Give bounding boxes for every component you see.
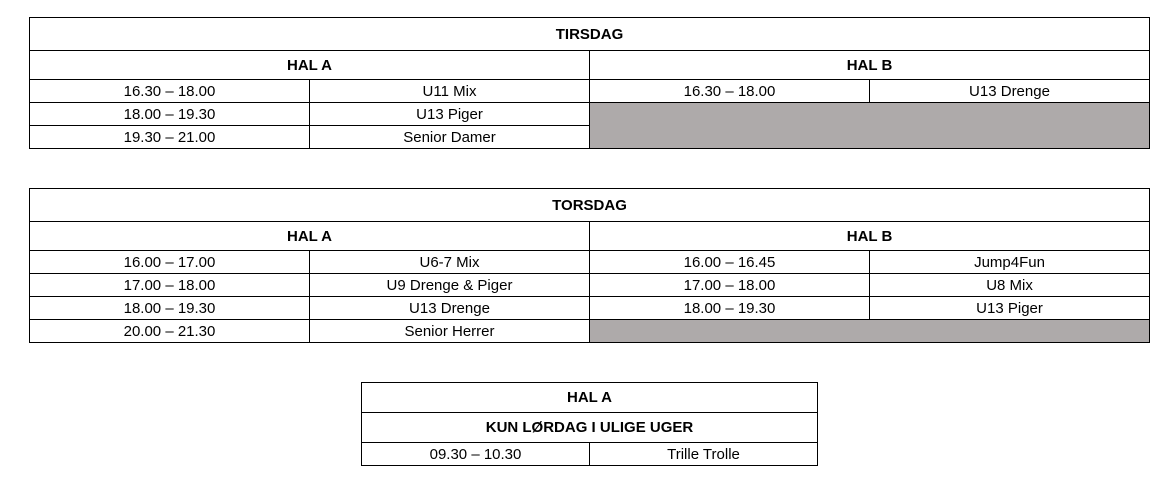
time-cell: 16.30 – 18.00 (30, 80, 310, 103)
team-cell: U13 Drenge (310, 297, 590, 320)
torsdag-schedule-table (29, 188, 1150, 343)
hall-b-heading: HAL B (590, 51, 1150, 80)
team-cell: Trille Trolle (590, 443, 818, 466)
team-cell: Senior Herrer (310, 320, 590, 343)
team-cell: U11 Mix (310, 80, 590, 103)
time-cell: 18.00 – 19.30 (590, 297, 870, 320)
table-row (30, 297, 1150, 320)
time-cell: 17.00 – 18.00 (30, 274, 310, 297)
table-row (30, 251, 1150, 274)
tirsdag-schedule-table (29, 17, 1150, 149)
day-heading-tirsdag: TIRSDAG (30, 18, 1150, 51)
team-cell: U6-7 Mix (310, 251, 590, 274)
hall-a-heading: HAL A (30, 222, 590, 251)
table-row (30, 80, 1150, 103)
time-cell: 09.30 – 10.30 (362, 443, 590, 466)
time-cell: 16.00 – 16.45 (590, 251, 870, 274)
time-cell: 20.00 – 21.30 (30, 320, 310, 343)
team-cell: U9 Drenge & Piger (310, 274, 590, 297)
day-heading-torsdag: TORSDAG (30, 189, 1150, 222)
time-cell: 18.00 – 19.30 (30, 103, 310, 126)
hall-b-heading: HAL B (590, 222, 1150, 251)
team-cell: Senior Damer (310, 126, 590, 149)
team-cell: U13 Piger (310, 103, 590, 126)
table-row (30, 274, 1150, 297)
table-row (362, 443, 818, 466)
time-cell: 17.00 – 18.00 (590, 274, 870, 297)
time-cell: 16.30 – 18.00 (590, 80, 870, 103)
saturday-note-heading: KUN LØRDAG I ULIGE UGER (362, 413, 818, 443)
hall-a-heading: HAL A (30, 51, 590, 80)
empty-slot-block (590, 320, 1150, 343)
lordag-schedule-table (361, 382, 818, 466)
team-cell: U13 Drenge (870, 80, 1150, 103)
hall-a-heading: HAL A (362, 383, 818, 413)
time-cell: 19.30 – 21.00 (30, 126, 310, 149)
team-cell: U13 Piger (870, 297, 1150, 320)
team-cell: Jump4Fun (870, 251, 1150, 274)
table-row (30, 103, 1150, 126)
time-cell: 16.00 – 17.00 (30, 251, 310, 274)
time-cell: 18.00 – 19.30 (30, 297, 310, 320)
team-cell: U8 Mix (870, 274, 1150, 297)
empty-slot-block (590, 103, 1150, 149)
table-row (30, 320, 1150, 343)
